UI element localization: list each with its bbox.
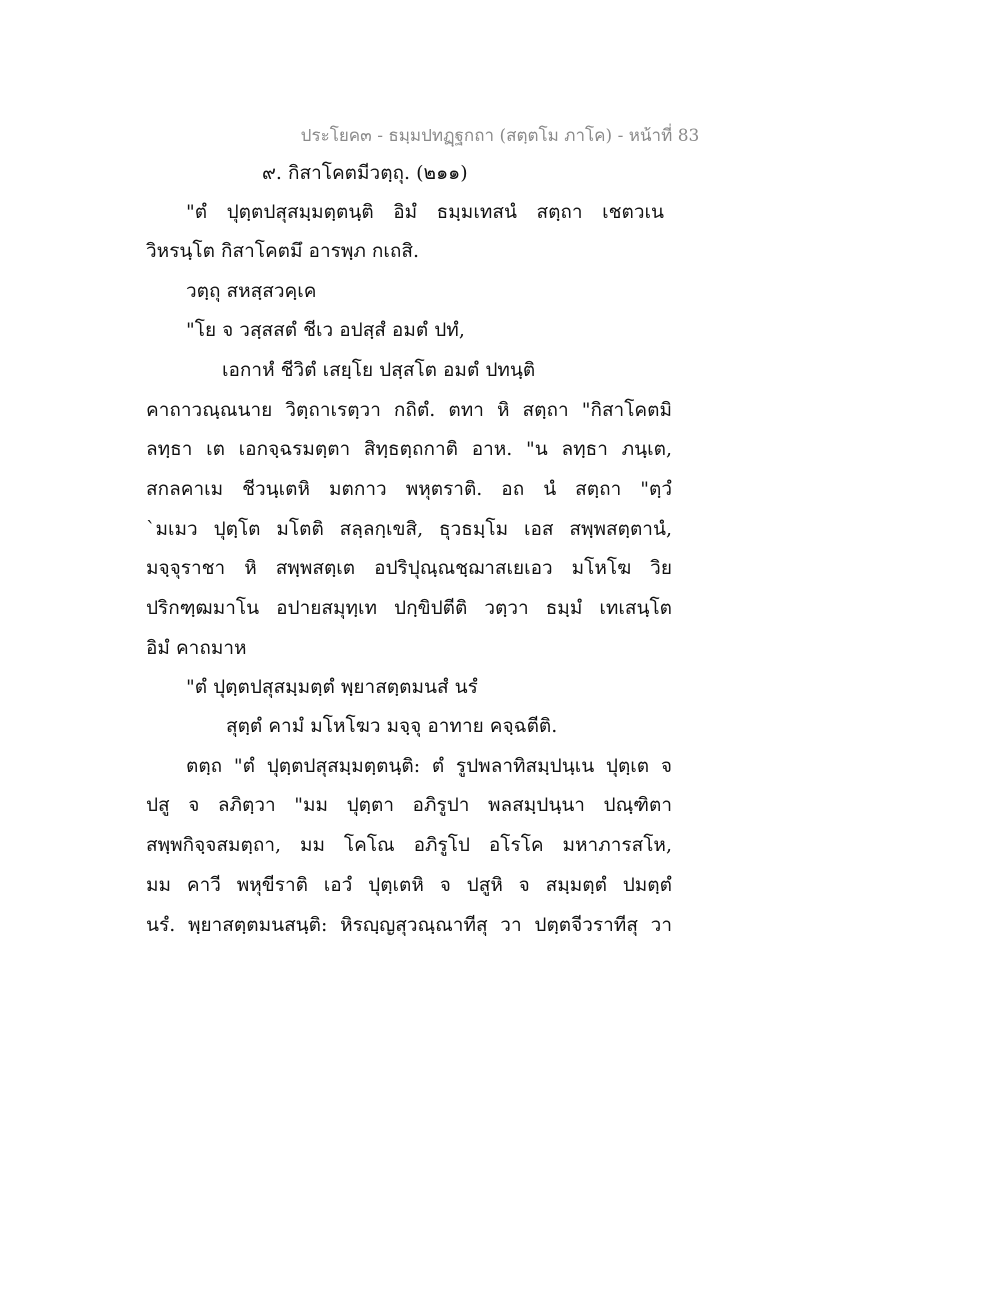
text-line: "ตํ ปุตฺตปสุสมฺมตฺตนฺติ อิมํ ธมฺมเทสนํ สตฺถา เชตวเน (186, 201, 664, 223)
story-title: ๙. กิสาโคตมีวตฺถุ. (๒๑๑) (262, 162, 468, 184)
text-line: ปริกฑฺฒมาโน อปายสมุทฺเท ปกฺขิปตีติ วตฺวา ธมฺมํ เทเสนฺโต (146, 597, 672, 619)
text-line: มจฺจุราชา หิ สพฺพสตฺเต อปริปุณฺณชฺฌาสเยเอว มโหโฆ วิย (146, 557, 672, 579)
text-line: ตตฺถ "ตํ ปุตฺตปสุสมฺมตฺตนฺติ: ตํ รูปพลาทิสมฺปนฺเน ปุตฺเต จ (186, 755, 672, 777)
verse-line: สุตฺตํ คามํ มโหโฆว มจฺจุ อาทาย คจฺฉตีติ. (226, 715, 558, 737)
text-line: ลทฺธา เต เอกจฺฉรมตฺตา สิทฺธตฺถกาติ อาห. "น ลทฺธา ภนฺเต, (146, 438, 672, 460)
text-line: อิมํ คาถมาห (146, 637, 247, 659)
verse-line: "ตํ ปุตฺตปสุสมฺมตฺตํ พฺยาสตฺตมนสํ นรํ (186, 676, 478, 698)
text-line: ปสู จ ลภิตฺวา "มม ปุตฺตา อภิรูปา พลสมฺปนฺนา ปณฺฑิตา (146, 794, 672, 816)
text-line: `มเมว ปุตฺโต มโตติ สลฺลกฺเขสิ, ธุวธมฺโม เอส สพฺพสตฺตานํ, (146, 518, 672, 540)
text-line: สกลคาเม ชีวนฺเตหิ มตกาว พหุตราติ. อถ นํ สตฺถา "ตฺวํ (146, 478, 672, 500)
text-line: วิหรนฺโต กิสาโคตมึ อารพฺภ กเถสิ. (146, 240, 420, 262)
verse-line: เอกาหํ ชีวิตํ เสยฺโย ปสฺสโต อมตํ ปทนฺติ (222, 359, 536, 381)
page-header: ประโยค๓ - ธมฺมปทฏฺฐกถา (สตฺตโม ภาโค) - หน้าที่ 83 (300, 126, 700, 146)
text-line: คาถาวณฺณนาย วิตฺถาเรตฺวา กถิตํ. ตทา หิ สตฺถา "กิสาโคตมิ (146, 399, 672, 421)
text-line: มม คาวี พหุขีราติ เอวํ ปุตฺเตหิ จ ปสูหิ จ สมฺมตฺตํ ปมตฺตํ (146, 874, 672, 896)
verse-line: "โย จ วสฺสสตํ ชีเว อปสฺสํ อมตํ ปทํ, (186, 319, 465, 341)
text-line: สพฺพกิจฺจสมตฺถา, มม โคโณ อภิรูโป อโรโค มหาภารสโห, (146, 834, 672, 856)
text-line: นรํ. พฺยาสตฺตมนสนฺติ: หิรญฺญสุวณฺณาทีสุ วา ปตฺตจีวราทีสุ วา (146, 914, 672, 936)
text-line: วตฺถุ สหสฺสวคฺเค (186, 280, 317, 302)
